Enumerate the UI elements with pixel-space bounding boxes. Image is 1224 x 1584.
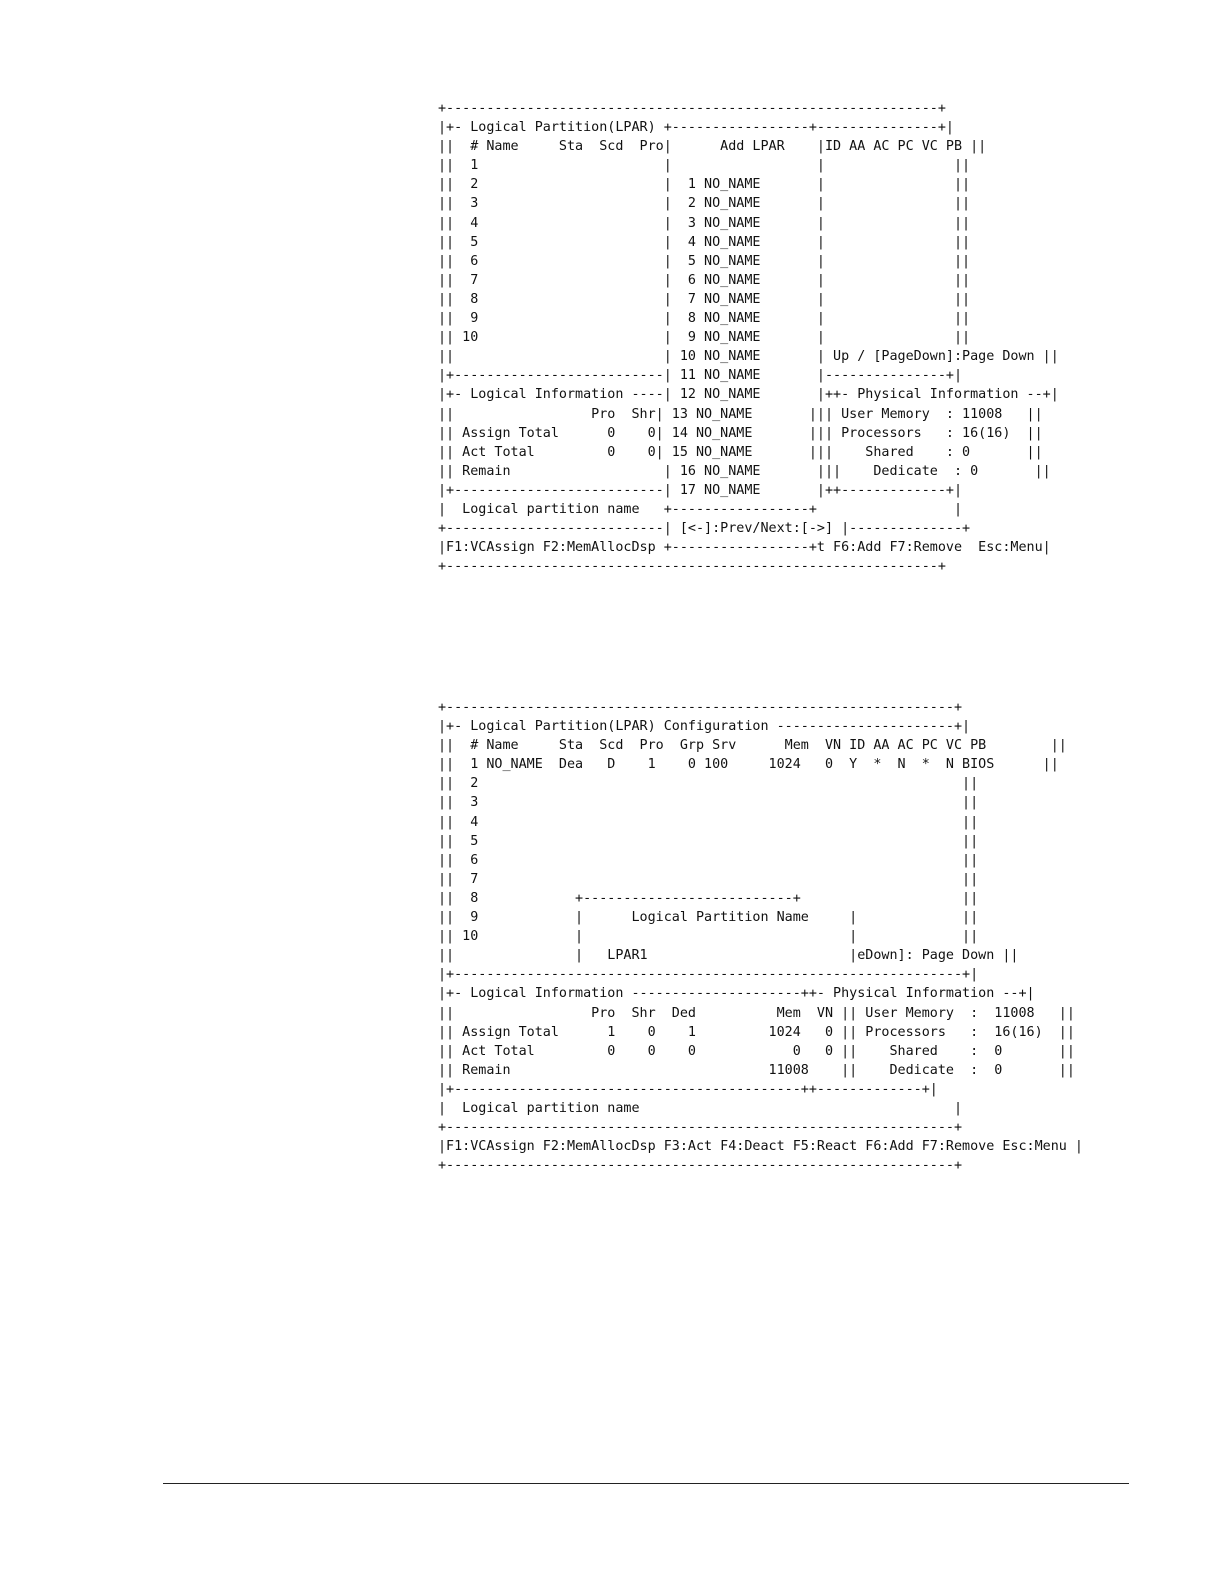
terminal-line: || Remain | 16 NO_NAME ||| Dedicate : 0 ||	[438, 463, 1051, 479]
terminal-line: || Act Total 0 0 0 0 0 || Shared : 0 ||	[438, 1043, 1075, 1059]
terminal-line: |+- Logical Partition(LPAR) +-----------------+---------------+|	[438, 120, 954, 136]
terminal-line: || 6 | 5 NO_NAME | ||	[438, 253, 971, 269]
terminal-line: +-------------------------------------------------------------+	[438, 101, 946, 116]
terminal-line: |F1:VCAssign F2:MemAllocDsp F3:Act F4:Deact F5:React F6:Add F7:Remove Esc:Menu |	[438, 1139, 1083, 1155]
add-lpar-screen	[438, 99, 1059, 576]
terminal-line: |F1:VCAssign F2:MemAllocDsp +-----------------+t F6:Add F7:Remove Esc:Menu|	[438, 540, 1051, 556]
terminal-line: || Assign Total 1 0 1 1024 0 || Processors : 16(16) ||	[438, 1024, 1075, 1040]
terminal-line: || | 10 NO_NAME | Up / [PageDown]:Page Down ||	[438, 349, 1059, 365]
terminal-line: | Logical partition name |	[438, 1100, 963, 1116]
terminal-line: || 9 | 8 NO_NAME | ||	[438, 311, 971, 327]
terminal-line: || 4 ||	[438, 814, 979, 830]
terminal-line: || 2 | 1 NO_NAME | ||	[438, 177, 971, 193]
page-footer-rule	[163, 1483, 1129, 1484]
terminal-line: +---------------------------------------------------------------+	[438, 1120, 963, 1136]
terminal-line: +---------------------------------------------------------------+	[438, 1158, 963, 1174]
terminal-line: || 5 ||	[438, 833, 979, 849]
terminal-line: || 2 ||	[438, 776, 979, 792]
terminal-line: || # Name Sta Scd Pro| Add LPAR |ID AA AC PC VC PB ||	[438, 139, 987, 155]
terminal-line: |+- Logical Information ----| 12 NO_NAME |++- Physical Information --+|	[438, 387, 1059, 403]
terminal-line: +---------------------------| [<-]:Prev/Next:[->] |--------------+	[438, 521, 971, 537]
terminal-line: || 4 | 3 NO_NAME | ||	[438, 215, 971, 231]
terminal-line: || Act Total 0 0| 15 NO_NAME ||| Shared : 0 ||	[438, 444, 1043, 460]
terminal-line: || Remain 11008 || Dedicate : 0 ||	[438, 1062, 1075, 1078]
terminal-line: || 3 ||	[438, 795, 979, 811]
terminal-line: |+-------------------------------------------++-------------+|	[438, 1081, 938, 1097]
terminal-line: || 10 | 9 NO_NAME | ||	[438, 330, 971, 346]
terminal-line: || 1 NO_NAME Dea D 1 0 100 1024 0 Y * N * N BIOS ||	[438, 757, 1059, 773]
terminal-line: || | LPAR1 |eDown]: Page Down ||	[438, 948, 1019, 964]
terminal-line: || 5 | 4 NO_NAME | ||	[438, 234, 971, 250]
terminal-line: || # Name Sta Scd Pro Grp Srv Mem VN ID AA AC PC VC PB ||	[438, 738, 1067, 754]
terminal-line: |+- Logical Information ---------------------++- Physical Information --+|	[438, 986, 1035, 1002]
terminal-line: || 8 | 7 NO_NAME | ||	[438, 291, 971, 307]
terminal-line: |+---------------------------------------------------------------+|	[438, 967, 979, 983]
terminal-line: |+- Logical Partition(LPAR) Configuration ----------------------+|	[438, 719, 971, 735]
terminal-line: || 9 | Logical Partition Name | ||	[438, 910, 979, 926]
terminal-line: || 7 ||	[438, 871, 979, 887]
terminal-line: || 6 ||	[438, 852, 979, 868]
terminal-line: |+--------------------------| 11 NO_NAME |---------------+|	[438, 368, 963, 384]
terminal-line: || 8 +--------------------------+ ||	[438, 890, 979, 906]
terminal-line: || 7 | 6 NO_NAME | ||	[438, 272, 971, 288]
terminal-line: +-------------------------------------------------------------+	[438, 559, 946, 575]
terminal-line: |+--------------------------| 17 NO_NAME |++-------------+|	[438, 482, 963, 498]
lpar-configuration-screen	[438, 698, 1083, 1175]
terminal-line: || Pro Shr Ded Mem VN || User Memory : 11008 ||	[438, 1005, 1075, 1021]
terminal-line: || Assign Total 0 0| 14 NO_NAME ||| Processors : 16(16) ||	[438, 425, 1043, 441]
terminal-line: || Pro Shr| 13 NO_NAME ||| User Memory : 11008 ||	[438, 406, 1043, 422]
terminal-line: +---------------------------------------------------------------+	[438, 700, 963, 715]
terminal-line: | Logical partition name +-----------------+ |	[438, 501, 963, 517]
terminal-line: || 1 | | ||	[438, 158, 971, 174]
terminal-line: || 10 | | ||	[438, 929, 979, 945]
terminal-line: || 3 | 2 NO_NAME | ||	[438, 196, 971, 212]
